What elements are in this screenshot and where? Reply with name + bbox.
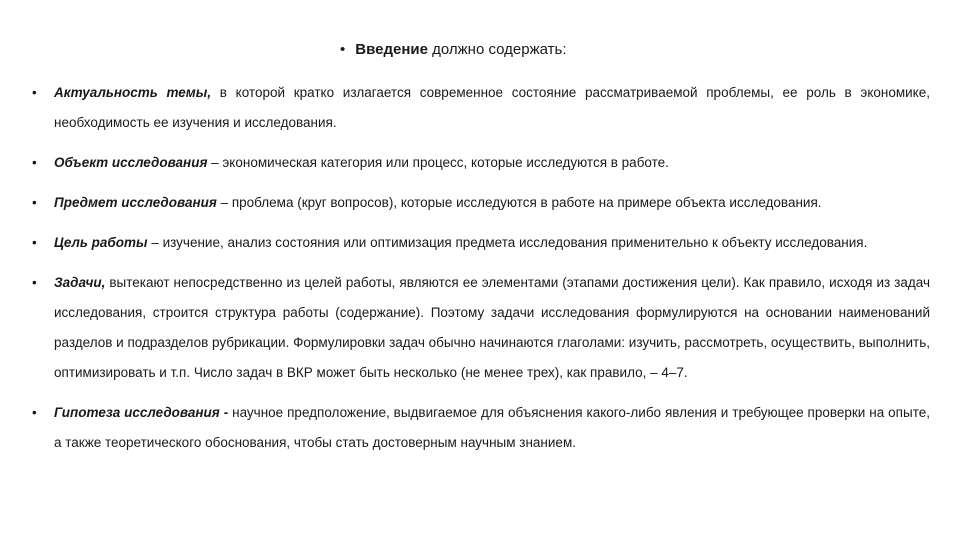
item-term: Объект исследования (54, 155, 208, 170)
list-bullet: • (32, 235, 37, 250)
slide-heading (340, 40, 566, 60)
heading-bullet: • (340, 41, 346, 58)
list-bullet: • (32, 405, 37, 420)
list-item-tasks (30, 268, 930, 388)
list-bullet: • (32, 85, 37, 100)
list-item-object (30, 148, 930, 178)
item-text: – изучение, анализ состояния или оптимизация предмета исследования применительно к объекту исследования. (147, 235, 868, 250)
item-term: Актуальность темы, (54, 85, 212, 100)
item-term: Гипотеза исследования - (54, 405, 229, 420)
list-bullet: • (32, 155, 37, 170)
heading-bold-word: Введение (355, 41, 428, 58)
item-text: – экономическая категория или процесс, которые исследуются в работе. (207, 155, 669, 170)
item-text: в которой кратко излагается современное состояние рассматриваемой проблемы, ее роль в экономике, необходимость ее изучения и исследования. (54, 85, 930, 130)
item-text: научное предположение, выдвигаемое для объяснения какого-либо явления и требующее проверки на опыте, а также теоретического обоснования, чтобы стать достоверным научным знанием. (54, 405, 930, 450)
list-item-subject (30, 188, 930, 218)
list-item-goal (30, 228, 930, 258)
list-item-hypothesis (30, 398, 930, 458)
list-item-relevance (30, 78, 930, 138)
item-text: вытекают непосредственно из целей работы, являются ее элементами (этапами достижения цели). Как правило, исходя из задач исследования, строится структура работы (содержание). Поэтому задачи исследования формулируются на основании наименований разделов и подразделов рубрикации. Формулировки задач обычно начинаются глаголами: изучить, рассмотреть, осуществить, выполнить, оптимизировать и т.п. Число задач в ВКР может быть несколько (не менее трех), как правило, – 4–7. (54, 275, 930, 380)
requirements-list (30, 78, 930, 468)
item-text: – проблема (круг вопросов), которые исследуются в работе на примере объекта исследования. (216, 195, 822, 210)
item-term: Задачи, (54, 275, 106, 290)
list-bullet: • (32, 195, 37, 210)
item-term: Предмет исследования (54, 195, 217, 210)
item-term: Цель работы (54, 235, 148, 250)
heading-text: должно содержать: (427, 41, 567, 58)
list-bullet: • (32, 275, 37, 290)
